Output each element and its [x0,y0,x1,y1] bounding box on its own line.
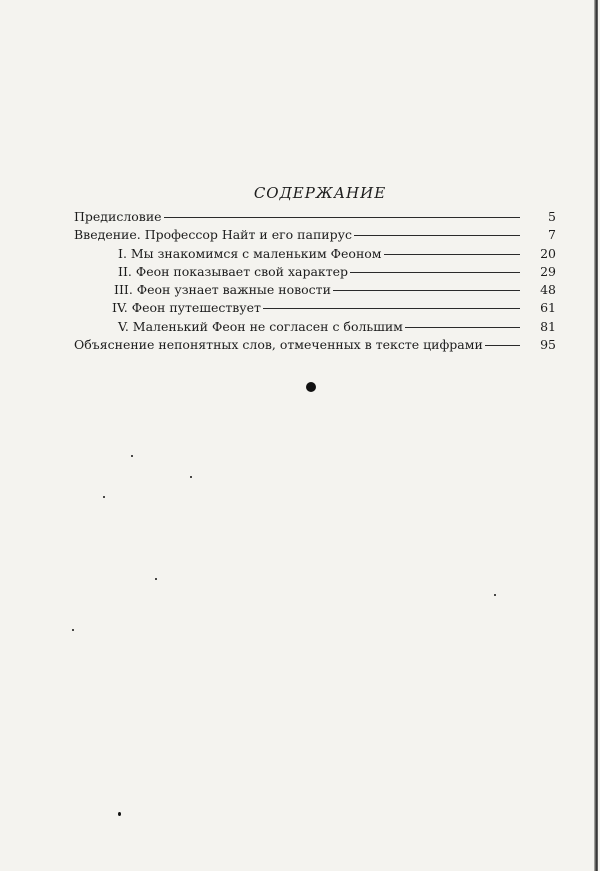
toc-entry-label: Предисловие [74,209,162,224]
toc-entry-page: 7 [548,227,556,243]
toc-leader-line [384,254,520,255]
toc-entry [74,318,556,336]
speck-mark [190,476,192,478]
toc-entry-label: Объяснение непонятных слов, отмеченных в тексте цифрами [74,337,483,353]
toc-leader-line [405,327,520,328]
toc-entry [74,226,556,244]
toc-leader-line [164,217,520,218]
toc-entry [74,208,556,226]
speck-mark [494,594,496,596]
toc-entry-label: I. Мы знакомимся с маленьким Феоном [118,245,382,261]
toc-title: СОДЕРЖАНИЕ [253,184,387,202]
toc-entry [74,245,556,263]
toc-entry [74,336,556,354]
toc-leader-line [263,308,520,309]
toc-entry-page: 29 [540,263,556,279]
toc-entry [74,299,556,317]
speck-mark [155,578,157,580]
toc-entry-page: 81 [540,318,556,334]
toc-leader-line [354,235,520,236]
page-edge-shadow [594,0,598,871]
speck-mark [118,812,121,816]
speck-mark [72,629,74,631]
table-of-contents [74,208,556,354]
toc-leader-line [485,345,520,346]
toc-entry [74,263,556,281]
toc-entry-page: 61 [540,300,556,316]
toc-entry-page: 95 [540,337,556,353]
toc-entry-page: 20 [540,245,556,261]
toc-entry-label: III. Феон узнает важные новости [114,282,331,298]
toc-entry-page: 5 [548,209,556,224]
toc-entry-label: Введение. Профессор Найт и его папирус [74,227,352,243]
toc-entry-page: 48 [540,282,556,298]
toc-entry-label: V. Маленький Феон не согласен с большим [118,318,403,334]
toc-leader-line [333,290,520,291]
ornament-dot [306,382,316,392]
speck-mark [103,496,105,498]
speck-mark [131,455,133,457]
toc-leader-line [350,272,520,273]
toc-entry-label: II. Феон показывает свой характер [118,263,349,279]
toc-entry [74,281,556,299]
toc-entry-label: IV. Феон путешествует [112,300,261,316]
